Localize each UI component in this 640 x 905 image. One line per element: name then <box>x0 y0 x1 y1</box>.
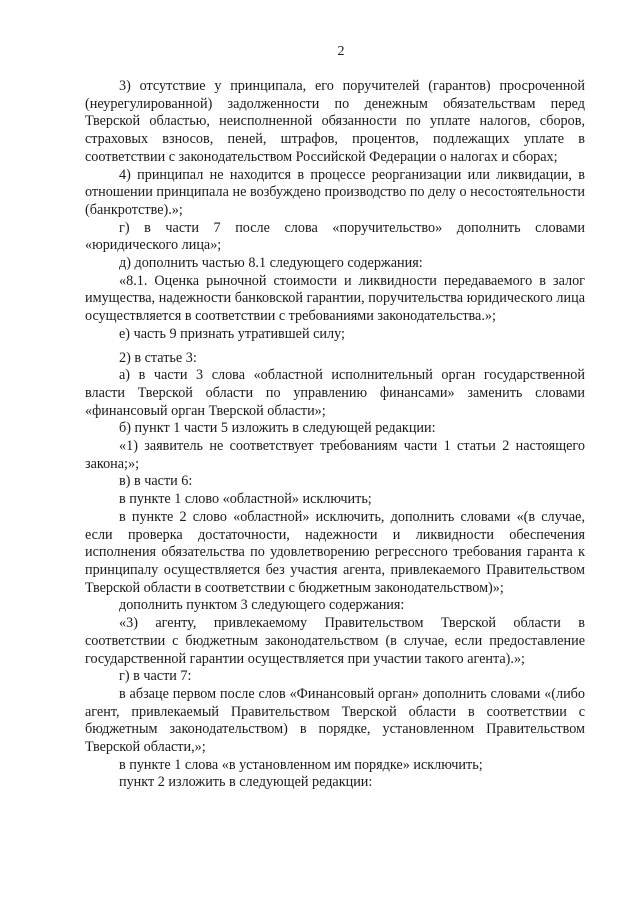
paragraph: г) в части 7: <box>119 668 192 685</box>
paragraph: в абзаце первом после слов «Финансовый орган» дополнить словами «(либо агент, привлекаемый Правительством Тверской области в соответствии с бюджетным законодательством) в порядке, установленном Правительством Тверской области,»; <box>85 685 585 756</box>
paragraph: 3) отсутствие у принципала, его поручителей (гарантов) просроченной (неурегулированной) задолженности по денежным обязательствам перед Тверской областью, неисполненной обязанности по уплате налогов, сборов, страховых взносов, пеней, штрафов, процентов, подлежащих уплате в соответствии с законодательством Российской Федерации о налогах и сборах; <box>85 78 585 165</box>
paragraph: е) часть 9 признать утратившей силу; <box>119 325 345 342</box>
paragraph: а) в части 3 слова «областной исполнительный орган государственной власти Тверской области по управлению финансами» заменить словами «финансовый орган Тверской области»; <box>85 367 585 419</box>
paragraph: д) дополнить частью 8.1 следующего содержания: <box>119 255 423 272</box>
document-body <box>85 78 585 792</box>
paragraph: «1) заявитель не соответствует требованиям части 1 статьи 2 настоящего закона;»; <box>85 438 585 472</box>
paragraph: б) пункт 1 части 5 изложить в следующей редакции: <box>119 420 436 437</box>
paragraph: пункт 2 изложить в следующей редакции: <box>119 774 373 791</box>
paragraph: дополнить пунктом 3 следующего содержания: <box>119 597 405 614</box>
paragraph: 4) принципал не находится в процессе реорганизации или ликвидации, в отношении принципала не возбуждено производство по делу о несостоятельности (банкротстве).»; <box>85 166 585 218</box>
paragraph: в пункте 2 слово «областной» исключить, дополнить словами «(в случае, если проверка достаточности, надежности и ликвидности обеспечения исполнения обязательства по удовлетворению регрессного требования гаранта к принципалу осуществляется без участия агента, привлекаемого Правительством Тверской области в соответствии с бюджетным законодательством)»; <box>85 508 585 596</box>
paragraph: в пункте 1 слово «областной» исключить; <box>119 491 372 508</box>
paragraph: «3) агенту, привлекаемому Правительством Тверской области в соответствии с бюджетным законодательством (в случае, если предоставление государственной гарантии осуществляется при участии такого агента).»; <box>85 615 585 667</box>
paragraph: в пункте 1 слова «в установленном им порядке» исключить; <box>119 756 483 773</box>
paragraph: 2) в статье 3: <box>119 349 197 366</box>
paragraph: в) в части 6: <box>119 473 193 490</box>
page-number: 2 <box>337 44 345 59</box>
paragraph: «8.1. Оценка рыночной стоимости и ликвидности передаваемого в залог имущества, надежности банковской гарантии, поручительства юридического лица осуществляется в соответствии с требованиями законодательства.»; <box>85 272 585 325</box>
paragraph: г) в части 7 после слова «поручительство» дополнить словами «юридического лица»; <box>85 219 585 254</box>
